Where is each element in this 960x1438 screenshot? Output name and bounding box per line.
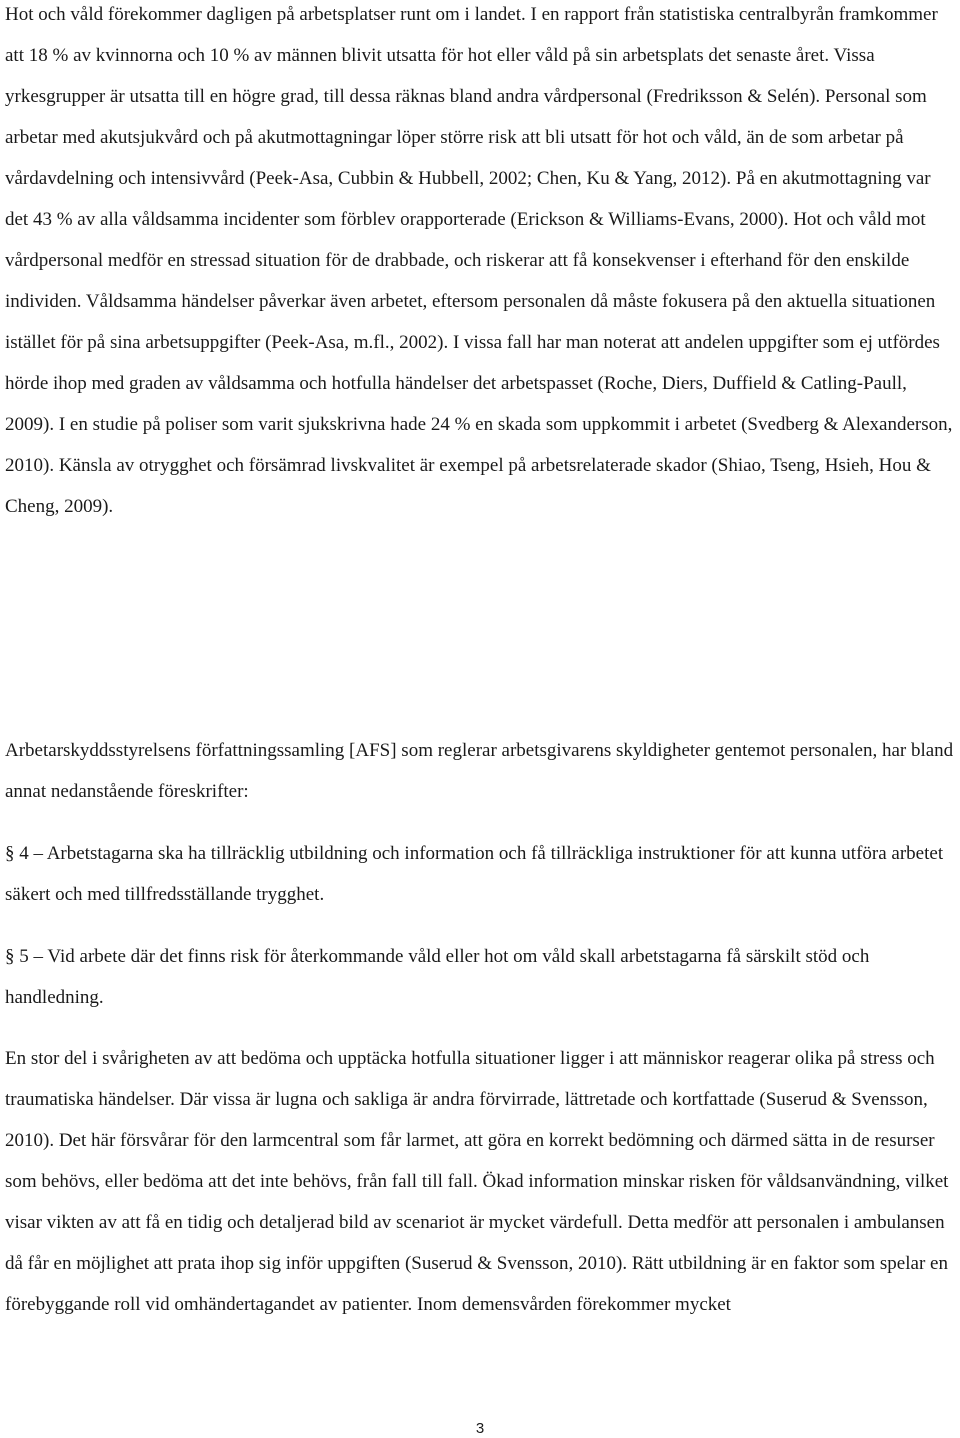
page-number: 3 (475, 1420, 485, 1437)
regulation-item-text: 5 – Vid arbete där det finns risk för återkommande våld eller hot om våld skall arbetstagarna få särskilt stöd och handledning. (5, 946, 870, 1008)
regulation-item-5 (5, 936, 955, 1018)
section-sign-marker: § (5, 946, 15, 967)
regulation-item-4 (5, 833, 955, 915)
section-sign-marker: § (5, 843, 15, 864)
paragraph-afs-intro: Arbetarskyddsstyrelsens författningssamling [AFS] som reglerar arbetsgivarens skyldigheter gentemot personalen, har bland annat nedanstående föreskrifter: (5, 740, 954, 802)
paragraph-violence-statistics: Hot och våld förekommer dagligen på arbetsplatser runt om i landet. I en rapport från statistiska centralbyrån framkommer att 18 % av kvinnorna och 10 % av männen blivit utsatta för hot eller våld på sin arbetsplats det senaste året. Vissa yrkesgrupper är utsatta till en högre grad, till dessa räknas bland andra vårdpersonal (Fredriksson & Selén). Personal som arbetar med akutsjukvård och på akutmottagningar löper större risk att bli utsatt för hot och våld, än de som arbetar på vårdavdelning och intensivvård (Peek-Asa, Cubbin & Hubbell, 2002; Chen, Ku & Yang, 2012). På en akutmottagning var det 43 % av alla våldsamma incidenter som förblev orapporterade (Erickson & Williams-Evans, 2000). Hot och våld mot vårdpersonal medför en stressad situation för de drabbade, och riskerar att få konsekvenser i efterhand för den enskilde individen. Våldsamma händelser påverkar även arbetet, eftersom personalen då måste fokusera på den aktuella situationen istället för på sina arbetsuppgifter (Peek-Asa, m.fl., 2002). I vissa fall har man noterat att andelen uppgifter som ej utfördes hörde ihop med graden av våldsamma och hotfulla händelser det arbetspasset (Roche, Diers, Duffield & Catling-Paull, 2009). I en studie på poliser som varit sjukskrivna hade 24 % en skada som uppkommit i arbetet (Svedberg & Alexanderson, 2010). Känsla av otrygghet och försämrad livskvalitet är exempel på arbetsrelaterade skador (Shiao, Tseng, Hsieh, Hou & Cheng, 2009). (5, 4, 953, 517)
regulation-item-text: 4 – Arbetstagarna ska ha tillräcklig utbildning och information och få tillräckliga instruktioner för att kunna utföra arbetet säkert och med tillfredsställande trygghet. (5, 843, 944, 905)
paragraph-threat-assessment: En stor del i svårigheten av att bedöma och upptäcka hotfulla situationer ligger i att människor reagerar olika på stress och traumatiska händelser. Där vissa är lugna och sakliga är andra förvirrade, lättretade och kortfattade (Suserud & Svensson, 2010). Det här försvårar för den larmcentral som får larmet, att göra en korrekt bedömning och därmed sätta in de resurser som behövs, eller bedöma att det inte behövs, från fall till fall. Ökad information minskar risken för våldsanvändning, vilket visar vikten av att få en tidig och detaljerad bild av scenariot är mycket värdefull. Detta medför att personalen i ambulansen då får en möjlighet att prata ihop sig inför uppgiften (Suserud & Svensson, 2010). Rätt utbildning är en faktor som spelar en förebyggande roll vid omhändertagandet av patienter. Inom demensvården förekommer mycket (5, 1048, 949, 1315)
